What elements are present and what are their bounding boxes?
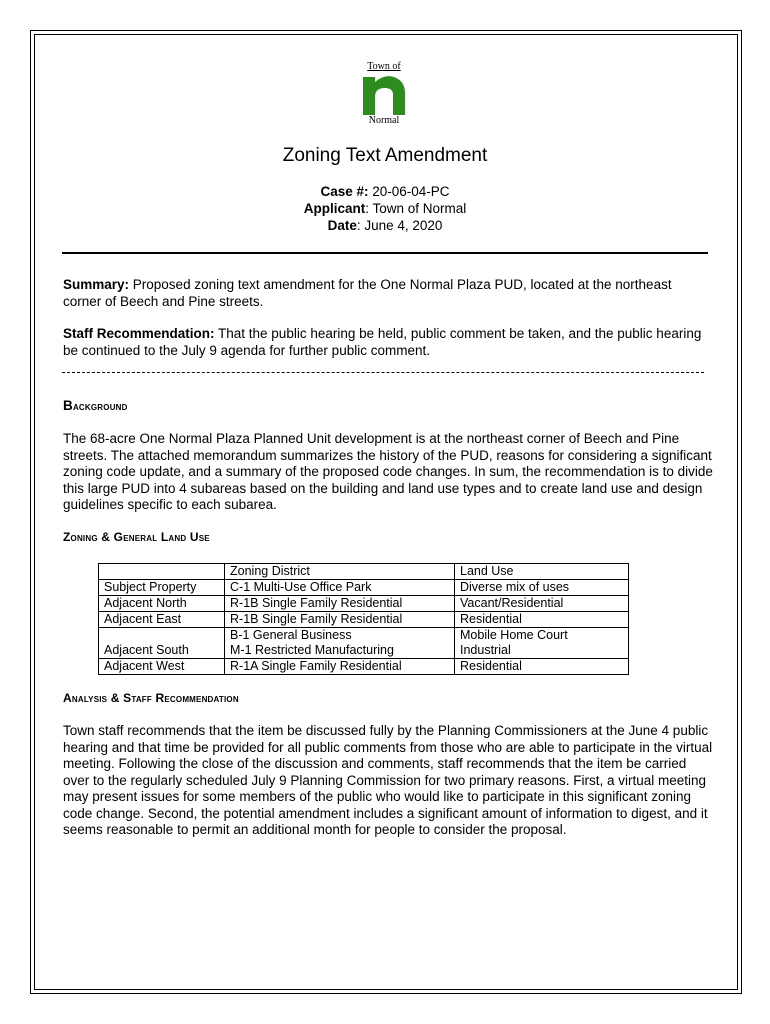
land-use-cell <box>455 596 629 612</box>
case-label: Case #: <box>320 184 369 199</box>
case-number-line <box>0 184 770 200</box>
row-label-cell: Subject Property <box>99 580 225 596</box>
zoning-district-cell <box>225 659 455 675</box>
analysis-paragraph: Town staff recommends that the item be discussed fully by the Planning Commissioners at the June 4 public hearing and that time be provided for all public comments from those who are able to participate in the virtual meeting. Following the close of the discussion and comments, staff recommends that the item be carried over to the regularly scheduled July 9 Planning Commission for two primary reasons. First, a virtual meeting may present issues for some members of the public who would like to participate in this significant zoning code change. Second, the potential amendment includes a significant amount of information to digest, and it seems reasonable to permit an additional month for people to consider the proposal. <box>63 723 713 837</box>
logo-bottom-text: Normal <box>368 115 400 126</box>
land-use-value: Mobile Home Court <box>460 628 568 642</box>
zoning-district-value: B-1 General Business <box>230 628 352 642</box>
zoning-district-cell <box>225 580 455 596</box>
section-divider <box>62 372 704 373</box>
land-use-value: Vacant/Residential <box>460 596 564 610</box>
land-use-cell <box>455 628 629 659</box>
land-use-value: Diverse mix of uses <box>460 580 570 594</box>
table-header-cell: Land Use <box>455 564 629 580</box>
land-use-value: Residential <box>460 659 522 673</box>
page-title: Zoning Text Amendment <box>282 145 488 166</box>
table-row <box>99 628 629 659</box>
applicant-label: Applicant <box>303 201 366 216</box>
table-row <box>99 612 629 628</box>
zoning-district-value: M-1 Restricted Manufacturing <box>230 643 394 657</box>
case-value: 20-06-04-PC <box>368 184 450 199</box>
zoning-district-value: R-1A Single Family Residential <box>230 659 402 673</box>
row-label-cell: Adjacent West <box>99 659 225 675</box>
summary-paragraph <box>63 277 713 310</box>
land-use-cell <box>455 612 629 628</box>
land-use-cell <box>455 659 629 675</box>
background-heading: Background <box>63 398 128 413</box>
zoning-district-cell <box>225 612 455 628</box>
applicant-line <box>0 201 770 217</box>
summary-text: Proposed zoning text amendment for the One Normal Plaza PUD, located at the northeast corner of Beech and Pine streets. <box>63 277 672 309</box>
zoning-heading: Zoning & General Land Use <box>63 530 210 544</box>
zoning-district-value: R-1B Single Family Residential <box>230 612 403 626</box>
staff-recommendation-paragraph <box>63 326 713 359</box>
row-label-cell: Adjacent North <box>99 596 225 612</box>
zoning-district-value: C-1 Multi-Use Office Park <box>230 580 372 594</box>
table-row <box>99 596 629 612</box>
header-divider <box>62 252 708 254</box>
zoning-district-cell <box>225 628 455 659</box>
date-label: Date <box>327 218 357 233</box>
row-label-cell: Adjacent East <box>99 612 225 628</box>
row-label-cell: Adjacent South <box>99 628 225 659</box>
date-value: : June 4, 2020 <box>356 218 443 233</box>
table-row <box>99 580 629 596</box>
town-of-normal-logo <box>358 61 410 129</box>
table-header-cell <box>99 564 225 580</box>
zoning-district-cell <box>225 596 455 612</box>
logo-top-text: Town of <box>367 61 401 72</box>
background-paragraph: The 68-acre One Normal Plaza Planned Unit development is at the northeast corner of Beech and Pine streets. The attached memorandum summarizes the history of the PUD, reasons for considering a significant zoning code update, and a summary of the proposed code changes. In sum, the recommendation is to divide this large PUD into 4 subareas based on the building and land use types and to create land use and design guidelines specific to each subarea. <box>63 431 713 512</box>
table-header-row <box>99 564 629 580</box>
zoning-table <box>98 563 629 675</box>
land-use-value: Residential <box>460 612 522 626</box>
land-use-value: Industrial <box>460 643 511 657</box>
zoning-district-value: R-1B Single Family Residential <box>230 596 403 610</box>
staff-recommendation-label: Staff Recommendation: <box>63 326 215 341</box>
staff-recommendation-text: That the public hearing be held, public comment be taken, and the public hearing be continued to the July 9 agenda for further public comment. <box>63 326 702 358</box>
land-use-cell <box>455 580 629 596</box>
summary-label: Summary: <box>63 277 130 292</box>
table-header-cell: Zoning District <box>225 564 455 580</box>
logo-n-icon <box>361 73 407 115</box>
date-line <box>0 218 770 234</box>
table-row <box>99 659 629 675</box>
analysis-heading: Analysis & Staff Recommendation <box>63 691 239 705</box>
applicant-value: : Town of Normal <box>365 201 467 216</box>
